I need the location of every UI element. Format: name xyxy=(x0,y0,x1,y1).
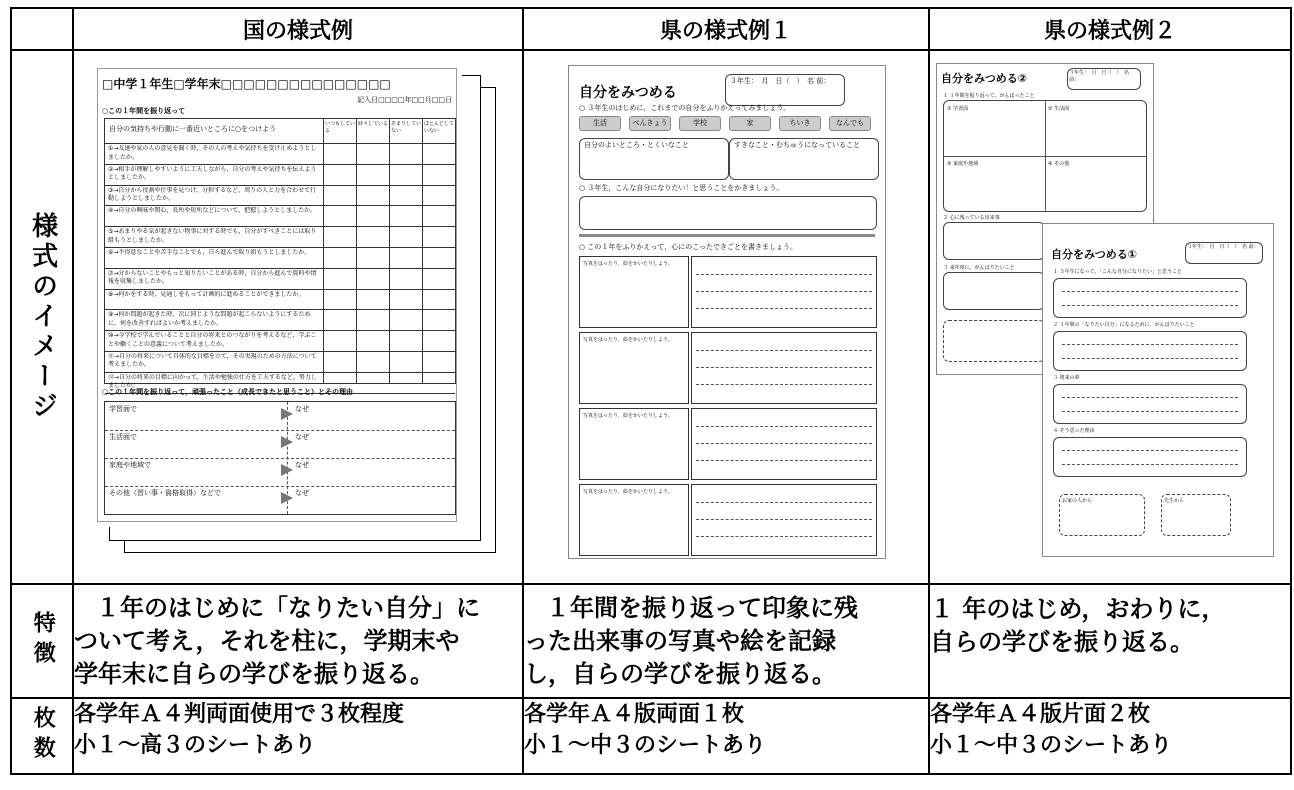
national-sheet-cell xyxy=(73,50,523,584)
checklist-row xyxy=(105,331,455,352)
checklist-item-text: ⑤→あまりやる気が起きない物事に対する時でも，自分がすべきことには取り組もうとしましたか。 xyxy=(108,228,317,244)
sheet1-reflection-box xyxy=(104,401,456,515)
sheet2-title: 自分をみつめる xyxy=(579,85,677,101)
sheet3-front-box1 xyxy=(1053,278,1247,318)
chip-life: 生活 xyxy=(579,116,621,131)
checklist-item-text: ⑦→分からないことやもっと知りたいことがある時，自分から進んで資料や情報を収集しましたか。 xyxy=(108,269,317,286)
writing-box xyxy=(691,408,877,480)
col-head-rarely: あまりしていない xyxy=(391,121,421,134)
header-prefecture-2: 県の様式例２ xyxy=(929,8,1291,50)
reflect-home: 家庭や地域で xyxy=(109,461,151,469)
sheet3-front-q1: １ ３年生になって，「こんな自分になりたい」と思うこと xyxy=(1053,269,1182,275)
writing-line xyxy=(696,291,872,292)
arrow-icon xyxy=(281,464,293,476)
checklist-row xyxy=(105,310,455,331)
reflect-other: その他（習い事・資格取得）などで xyxy=(109,489,221,497)
features-national xyxy=(73,584,523,698)
sheet3-front-q3: ３ 将来の夢 xyxy=(1053,375,1080,381)
writing-line xyxy=(696,502,872,503)
checklist-row xyxy=(105,290,455,311)
sheet3-stamp-teacher: 先生から xyxy=(1161,494,1231,536)
sheet2-goal-box xyxy=(579,196,877,230)
writing-line xyxy=(696,274,872,275)
sheet3-back-title: 自分をみつめる② xyxy=(941,72,1028,85)
count-prefecture-1 xyxy=(523,698,929,774)
sheet3-back-q2: ２ 心に残っている出来事 xyxy=(943,215,1000,221)
sheet2-box-interests: すきなこと・むちゅうになっていること xyxy=(729,138,879,180)
row-label-image xyxy=(11,50,73,584)
sheet3-front-box4 xyxy=(1053,437,1247,477)
writing-box xyxy=(691,332,877,404)
writing-line xyxy=(696,426,872,427)
checklist-row xyxy=(105,144,455,165)
checklist-item-text: ①→友達や家の人の意見を聞く時，その人の考えや気持ちを受け止めようとしましたか。 xyxy=(108,145,317,161)
why-label: なぜ xyxy=(295,405,309,413)
count-line: 小１～中３のシートあり xyxy=(524,733,767,758)
prefecture2-front-page xyxy=(1042,223,1274,557)
sheet3-back-q3: ３ 来年度に，がんばりたいこと xyxy=(943,265,1015,271)
features-label-text: 特徴 xyxy=(30,611,56,671)
why-label: なぜ xyxy=(295,461,309,469)
sheet2-box-strengths: 自分のよいところ・とくいなこと xyxy=(579,138,729,180)
col-head-always: いつもしている xyxy=(325,121,355,134)
header-national: 国の様式例 xyxy=(73,8,523,50)
checklist-row xyxy=(105,165,455,186)
checklist-item-text: ⑩→今学校で学んでいることと自分の将来とのつながりを考えるなど，学ぶことや働くことの意義について考えましたか。 xyxy=(108,332,317,348)
sheet2-q1: ○ ３年生のはじめに，これまでの自分をふりかえってみましょう。 xyxy=(579,104,791,112)
writing-line xyxy=(696,443,872,444)
checklist-row xyxy=(105,269,455,290)
photo-box xyxy=(579,408,689,480)
sheet2-divider xyxy=(579,234,875,237)
why-label: なぜ xyxy=(295,489,309,497)
chip-anything: なんでも xyxy=(829,116,871,131)
writing-box xyxy=(691,256,877,328)
checklist-row xyxy=(105,186,455,207)
checklist-item-text: ⑧→何かをする時，見通しをもって計画的に進めることができましたか。 xyxy=(108,290,305,298)
sheet2-name-box: ３年生： 月 日（ ） 名 前： xyxy=(725,74,845,106)
sheet2-q3: ○ この１年をふりかえって，心にのこったできごとを書きましょう。 xyxy=(579,243,798,251)
checklist-row xyxy=(105,248,455,269)
national-sheet-page xyxy=(92,63,462,527)
sheet3-back-grid xyxy=(943,100,1147,212)
checklist-row xyxy=(105,352,455,373)
photo-box-label: 写真をはったり，絵をかいたりしよう。 xyxy=(583,261,674,267)
prefecture1-sheet-page xyxy=(568,65,886,559)
writing-line xyxy=(696,384,872,385)
feature-line: ついて考え，それを柱に，学期末や xyxy=(74,626,460,655)
writing-line xyxy=(696,367,872,368)
prefecture1-sheet-cell xyxy=(523,50,929,584)
features-prefecture-2 xyxy=(929,584,1291,698)
writing-line xyxy=(696,536,872,537)
reflect-study: 学習面で xyxy=(109,405,137,413)
sheet3-front-title: 自分をみつめる① xyxy=(1051,248,1138,261)
photo-box xyxy=(579,332,689,404)
why-label: なぜ xyxy=(295,433,309,441)
row-label-count xyxy=(11,698,73,774)
sheet3-front-q2: ２ １年間の「なりたい自分」になるために，がんばりたいこと xyxy=(1053,322,1195,328)
checklist-item-text: ③→自分から役割や仕事を見つけ，分担するなど，周りの人と力を合わせて行動しようとしましたか。 xyxy=(108,186,317,203)
feature-line: った出来事の写真や絵を記録 xyxy=(524,626,836,655)
photo-box xyxy=(579,484,689,556)
back-cell-home: ③ 家庭や地域 xyxy=(947,161,979,167)
checklist-item-text: ⑥→不得意なことや苦手なことでも，自ら進んで取り組もうとしましたか。 xyxy=(108,248,311,256)
photo-box-label: 写真をはったり，絵をかいたりしよう。 xyxy=(583,337,674,343)
feature-line: １ 年のはじめ，おわりに， xyxy=(930,595,1226,623)
photo-box-label: 写真をはったり，絵をかいたりしよう。 xyxy=(583,413,674,419)
count-line: 各学年Ａ４判両面使用で３枚程度 xyxy=(74,702,405,727)
photo-box-label: 写真をはったり，絵をかいたりしよう。 xyxy=(583,489,674,495)
feature-line: １年のはじめに「なりたい自分」に xyxy=(96,593,480,622)
count-line: 各学年Ａ４版両面１枚 xyxy=(524,702,745,727)
arrow-icon xyxy=(281,408,293,420)
national-sheet-image xyxy=(74,57,522,577)
writing-box xyxy=(691,484,877,556)
writing-line xyxy=(696,308,872,309)
image-label-text: 様式のイメージ xyxy=(27,212,58,422)
sheet3-back-q1: １ １年間を振り返って，がんばったこと xyxy=(943,93,1035,99)
sheet1-date: 記入日□□□□年□□月□□日 xyxy=(357,96,452,104)
sheet1-section2: ○この１年間を振り返って，頑張ったこと（成長できたと思うこと）とその理由 xyxy=(102,388,353,396)
prefecture1-sheet-image xyxy=(524,57,928,577)
feature-line: 自らの学びを振り返る。 xyxy=(930,628,1194,656)
sheet3-back-stamp xyxy=(943,320,1045,362)
reflect-life: 生活面で xyxy=(109,433,137,441)
sheet3-back-box3 xyxy=(943,272,1045,310)
checklist-item-text: ④→自分の興味や関心，長所や短所などについて，把握しようとしましたか。 xyxy=(108,207,317,215)
col-head-never: ほとんどしていない xyxy=(424,121,454,134)
feature-line: 学年末に自らの学びを振り返る。 xyxy=(74,659,434,688)
sheet3-back-name-box: ３年生： 月 日（ ） 名 前： xyxy=(1067,68,1141,90)
arrow-icon xyxy=(281,492,293,504)
sheet1-table-head: 自分の気持ちや行動に一番近いところに○をつけよう xyxy=(109,125,277,133)
features-prefecture-1 xyxy=(523,584,929,698)
count-label-text: 枚数 xyxy=(30,706,56,766)
prefecture2-sheet-image xyxy=(930,57,1290,577)
sheet1-title: □中学１年生□学年末□□□□□□□□□□□□□□□ xyxy=(102,77,391,91)
checklist-row xyxy=(105,227,455,248)
row-label-features xyxy=(11,584,73,698)
chip-study: べんきょう xyxy=(629,116,671,131)
col-head-sometimes: 時々している xyxy=(358,121,388,127)
count-national xyxy=(73,698,523,774)
header-prefecture-1: 県の様式例１ xyxy=(523,8,929,50)
sheet3-front-box3 xyxy=(1053,384,1247,424)
checklist-item-text: ②→相手が理解しやすいように工夫しながら，自分の考えや気持ちを伝えようとしましたか。 xyxy=(108,165,317,182)
back-cell-life: ② 生活面 xyxy=(1048,106,1070,112)
sheet3-front-box2 xyxy=(1053,331,1247,371)
sheet3-front-q4: ４ そう思った理由 xyxy=(1053,428,1095,434)
arrow-icon xyxy=(281,436,293,448)
corner-cell xyxy=(11,8,73,50)
back-cell-other: ④ その他 xyxy=(1048,161,1070,167)
count-line: 小１～高３のシートあり xyxy=(74,733,317,758)
sheet1-item-list xyxy=(105,144,455,394)
prefecture2-sheet-cell xyxy=(929,50,1291,584)
writing-line xyxy=(696,350,872,351)
checklist-item-text: ⑪→自分の将来について具体的な目標を立て，その実現のための方法について考えましたか。 xyxy=(108,352,317,369)
count-line: 各学年Ａ４版片面２枚 xyxy=(930,702,1151,727)
chip-community: ちいき xyxy=(779,116,821,131)
photo-box xyxy=(579,256,689,328)
writing-line xyxy=(696,519,872,520)
sheet1-checklist xyxy=(104,118,456,390)
back-cell-study: ① 学習面 xyxy=(947,106,969,112)
sheet1-section1: ○この１年間を振り返って xyxy=(102,107,186,115)
chip-school: 学校 xyxy=(679,116,721,131)
comparison-table xyxy=(10,7,1292,775)
checklist-row xyxy=(105,206,455,227)
feature-line: １年間を振り返って印象に残 xyxy=(546,593,858,622)
count-prefecture-2 xyxy=(929,698,1291,774)
sheet2-q2: ○ ３年生，こんな自分になりたい！と思うことをかきましょう。 xyxy=(579,184,784,192)
feature-line: し，自らの学びを振り返る。 xyxy=(524,659,836,688)
count-line: 小１～中３のシートあり xyxy=(930,733,1173,758)
sheet3-front-name-box: ３年生： 月 日（ ） 名 前： xyxy=(1185,242,1263,264)
sheet3-back-box2 xyxy=(943,222,1045,260)
chip-home: 家 xyxy=(729,116,771,131)
sheet3-stamp-family: お家の人から xyxy=(1059,494,1145,536)
checklist-item-text: ⑫→自分の将来の目標に向かって，生活や勉強の仕方を工夫するなど，努力しましたか。 xyxy=(108,373,317,390)
writing-line xyxy=(696,460,872,461)
checklist-item-text: ⑨→何か問題が起きた時，次に同じような問題が起こらないようにするために，何を改善すればよいか考えましたか。 xyxy=(108,311,311,327)
